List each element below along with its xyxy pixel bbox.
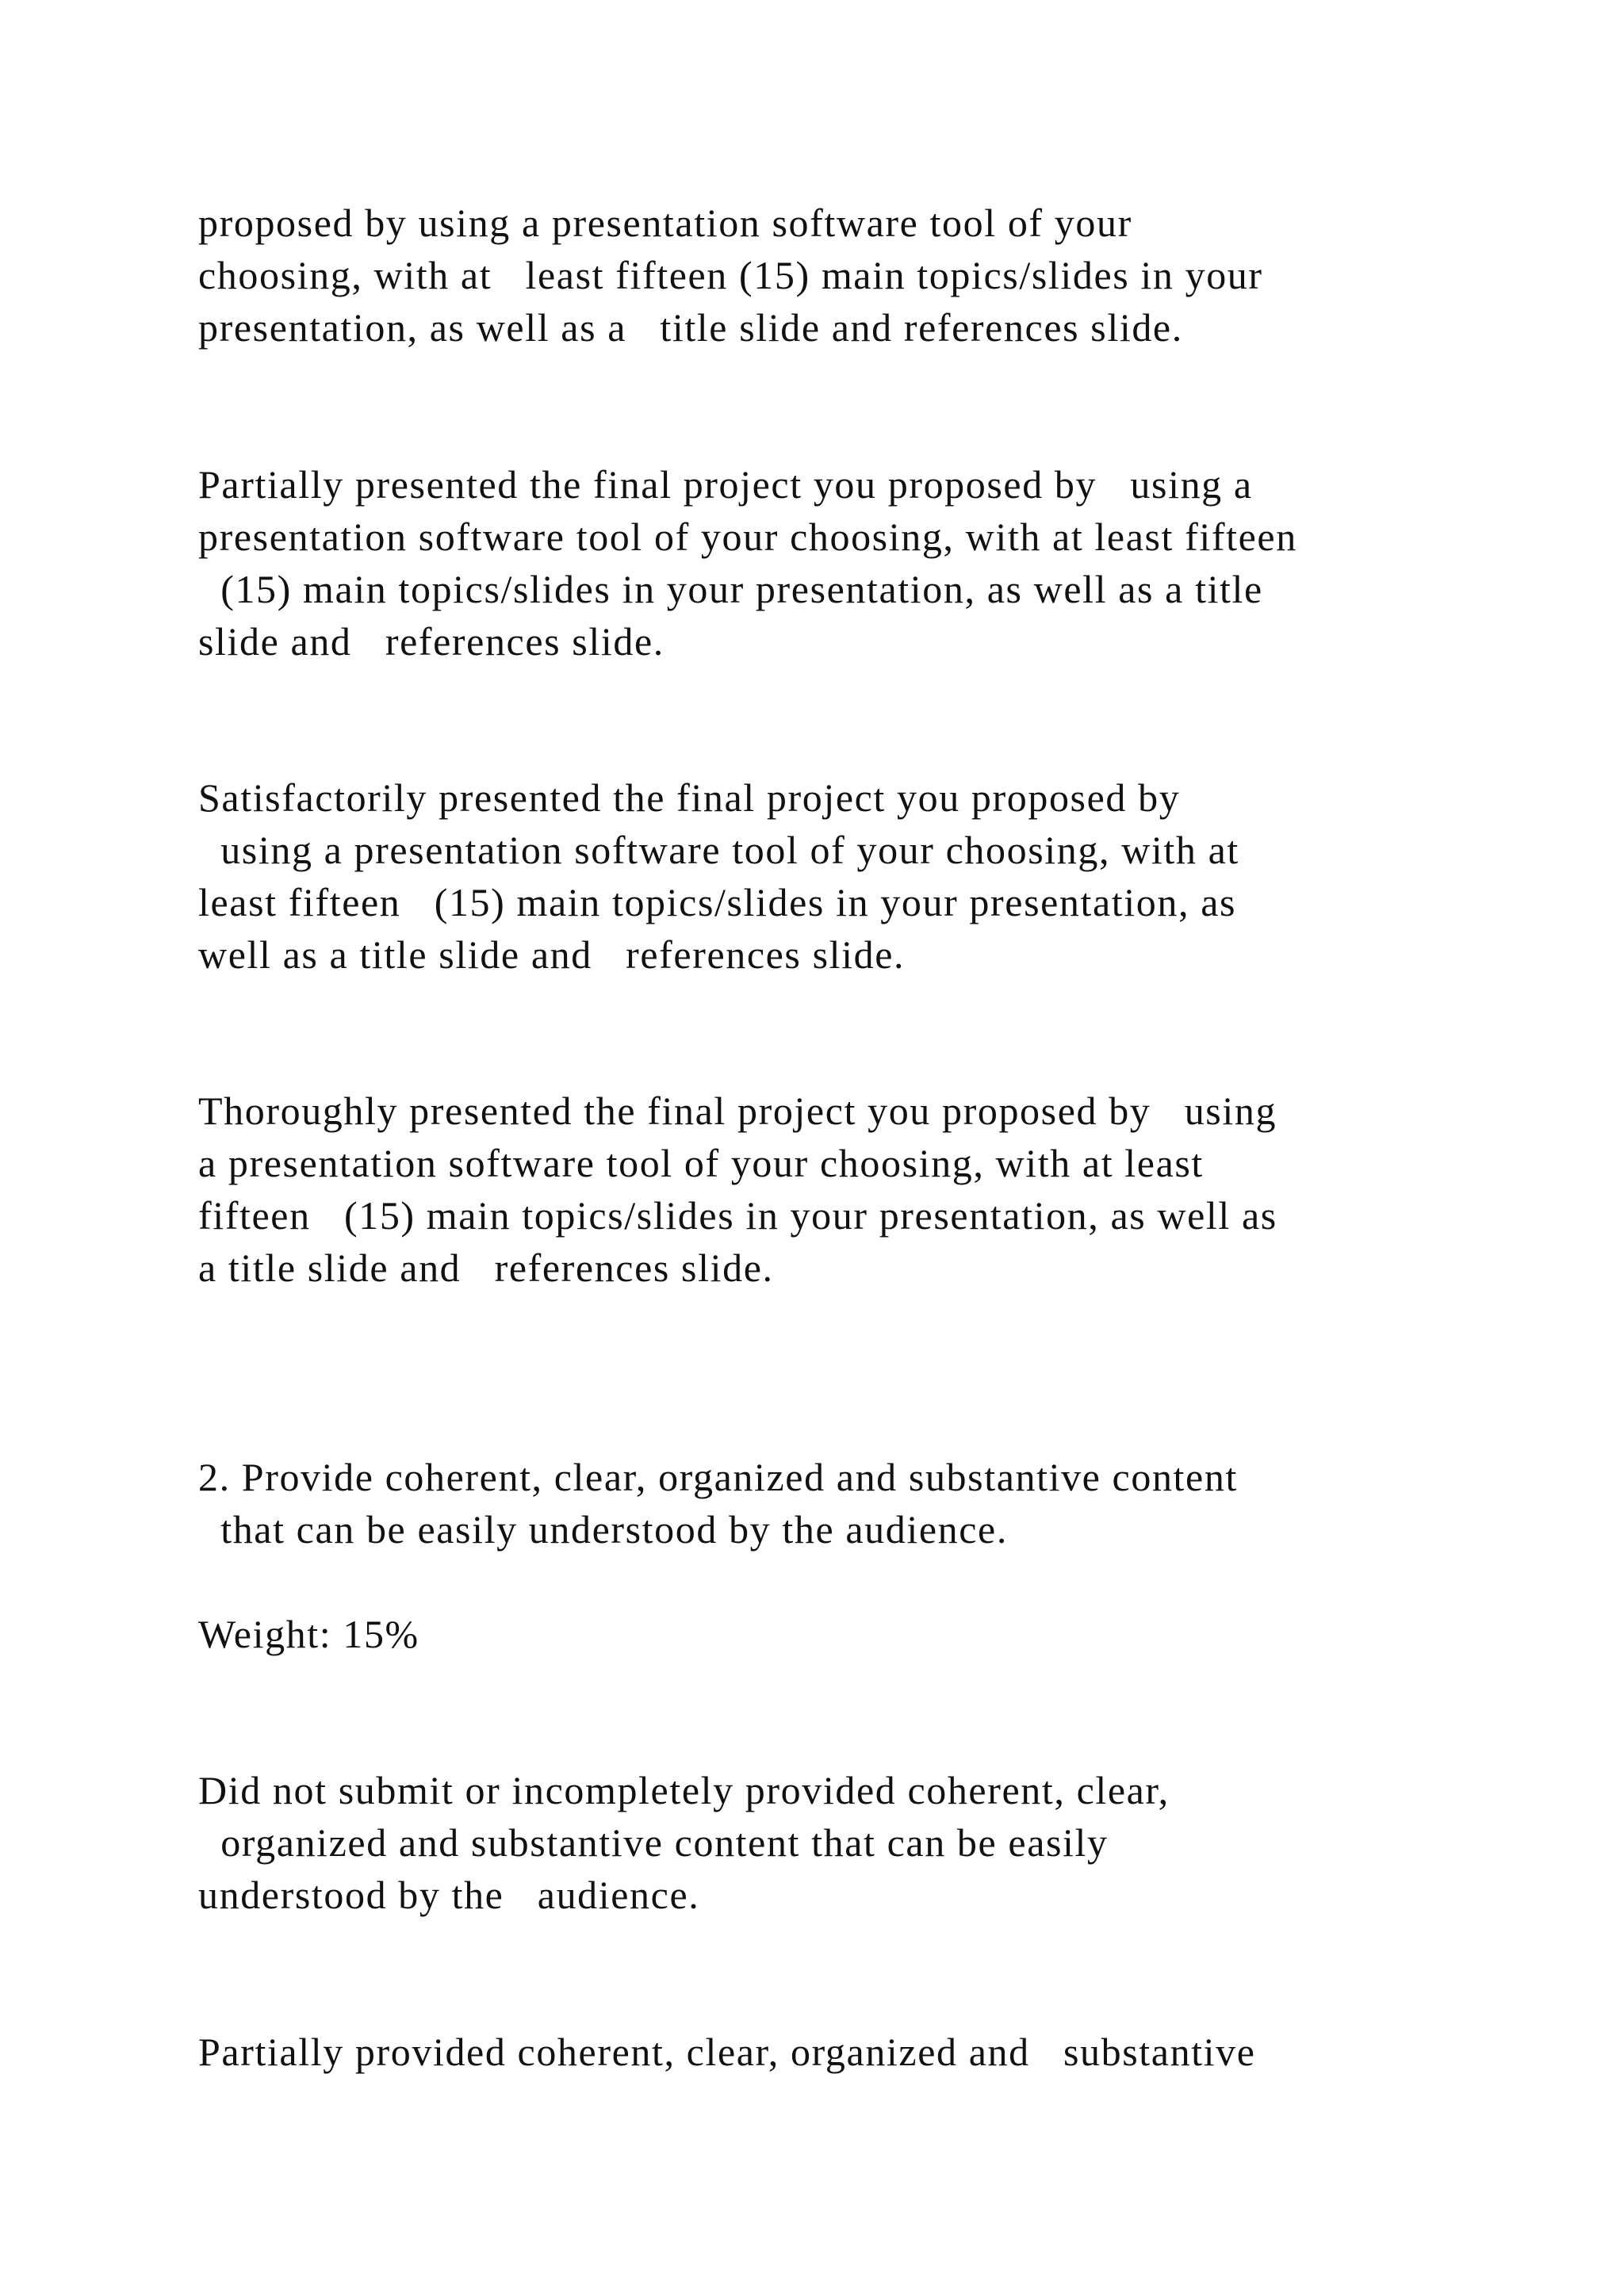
text-line: proposed by using a presentation software tool of your [198, 201, 1132, 245]
text-line: presentation software tool of your choosing, with at least fifteen [198, 515, 1297, 559]
text-line: Partially presented the final project you proposed by using a [198, 462, 1253, 507]
text-line: organized and substantive content that can be easily [198, 1820, 1109, 1865]
section-heading: 2. Provide coherent, clear, organized and substantive content [198, 1455, 1238, 1499]
text-line: Did not submit or incompletely provided coherent, clear, [198, 1768, 1170, 1812]
text-line: well as a title slide and references slide. [198, 932, 906, 977]
text-line: using a presentation software tool of your choosing, with at [198, 828, 1239, 872]
text-line: Satisfactorily presented the final project you proposed by [198, 775, 1181, 820]
section-heading: that can be easily understood by the audience. [198, 1507, 1008, 1552]
text-line: least fifteen (15) main topics/slides in your presentation, as [198, 880, 1237, 924]
text-line: a title slide and references slide. [198, 1246, 774, 1290]
text-line: fifteen (15) main topics/slides in your presentation, as well as [198, 1193, 1277, 1238]
text-line: understood by the audience. [198, 1873, 700, 1917]
text-line: slide and references slide. [198, 619, 665, 664]
weight-label: Weight: 15% [198, 1612, 419, 1656]
text-line: presentation, as well as a title slide and references slide. [198, 305, 1183, 350]
text-line: Thoroughly presented the final project you proposed by using [198, 1089, 1277, 1133]
text-line: (15) main topics/slides in your presentation, as well as a title [198, 567, 1263, 611]
text-line: a presentation software tool of your choosing, with at least [198, 1141, 1204, 1185]
text-line: choosing, with at least fifteen (15) main topics/slides in your [198, 253, 1263, 297]
text-line: Partially provided coherent, clear, organized and substantive [198, 2030, 1256, 2074]
